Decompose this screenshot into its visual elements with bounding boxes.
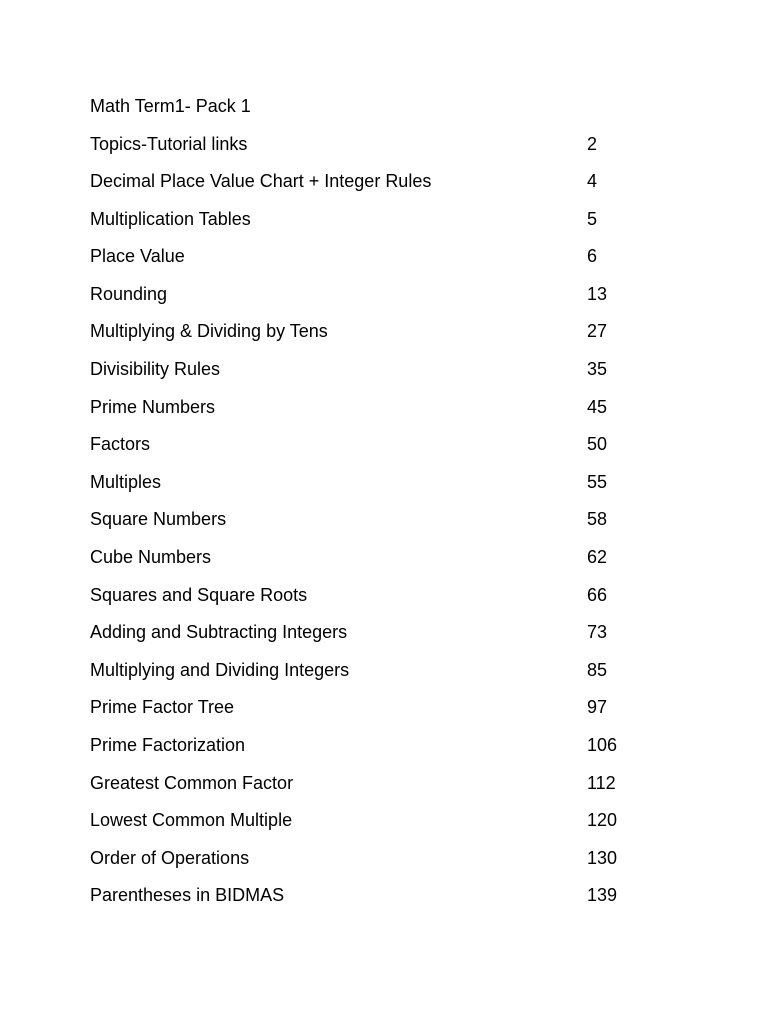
toc-topic: Multiplication Tables (90, 208, 251, 229)
toc-row (90, 620, 650, 658)
toc-row (90, 319, 650, 357)
toc-topic: Order of Operations (90, 847, 250, 868)
toc-row (90, 771, 650, 809)
toc-page-number: 4 (587, 171, 598, 192)
toc-topic: Parentheses in BIDMAS (90, 885, 285, 906)
toc-topic: Lowest Common Multiple (90, 810, 293, 831)
toc-page-number: 5 (587, 208, 598, 229)
toc-page-number: 62 (587, 547, 608, 568)
toc-row (90, 658, 650, 696)
toc-row (90, 883, 650, 921)
toc-page-number: 139 (587, 885, 618, 906)
toc-topic: Prime Factorization (90, 735, 246, 755)
toc-topic: Topics-Tutorial links (90, 133, 248, 154)
toc-page-number: 66 (587, 584, 608, 605)
toc-page-number: 58 (587, 509, 608, 530)
toc-topic: Prime Factor Tree (90, 697, 235, 718)
toc-topic: Place Value (90, 246, 185, 267)
toc-row (90, 470, 650, 508)
toc-topic: Rounding (90, 283, 168, 304)
toc-page-number: 50 (587, 434, 608, 455)
toc-page-number: 97 (587, 697, 608, 718)
toc-topic: Square Numbers (90, 509, 227, 530)
toc-page-number: 27 (587, 321, 608, 342)
toc-row (90, 357, 650, 395)
toc-row (90, 545, 650, 583)
toc-topic: Prime Numbers (90, 396, 216, 417)
toc-row (90, 695, 650, 733)
toc-topic: Multiplying and Dividing Integers (90, 659, 350, 680)
document-title: Math Term1- Pack 1 (90, 96, 251, 116)
toc-page-number: 73 (587, 622, 608, 643)
toc-row (90, 733, 650, 771)
toc-row (90, 395, 650, 433)
toc-row (90, 583, 650, 621)
toc-row (90, 244, 650, 282)
toc-topic: Multiplying & Dividing by Tens (90, 321, 328, 342)
toc-page-number: 85 (587, 659, 608, 680)
toc-page-number: 2 (587, 133, 598, 154)
toc-row (90, 282, 650, 320)
toc-row (90, 132, 650, 170)
toc-row (90, 169, 650, 207)
toc-row (90, 432, 650, 470)
toc-page-number: 106 (587, 735, 618, 755)
toc-topic: Cube Numbers (90, 547, 212, 568)
toc-topic: Decimal Place Value Chart + Integer Rules (90, 171, 432, 192)
toc-page-number: 112 (587, 772, 616, 793)
table-of-contents (90, 132, 650, 921)
toc-page-number: 130 (587, 847, 618, 868)
toc-topic: Factors (90, 434, 151, 455)
toc-row (90, 507, 650, 545)
toc-page-number: 55 (587, 471, 608, 492)
toc-topic: Divisibility Rules (90, 359, 221, 380)
toc-topic: Greatest Common Factor (90, 772, 294, 793)
toc-page-number: 35 (587, 359, 608, 380)
toc-page-number: 13 (587, 283, 608, 304)
toc-topic: Multiples (90, 471, 162, 492)
toc-row (90, 207, 650, 245)
toc-page-number: 6 (587, 246, 598, 267)
toc-page-number: 120 (587, 810, 618, 831)
toc-topic: Squares and Square Roots (90, 584, 308, 605)
toc-row (90, 846, 650, 884)
toc-topic: Adding and Subtracting Integers (90, 622, 348, 643)
toc-page-number: 45 (587, 396, 608, 417)
toc-row (90, 808, 650, 846)
